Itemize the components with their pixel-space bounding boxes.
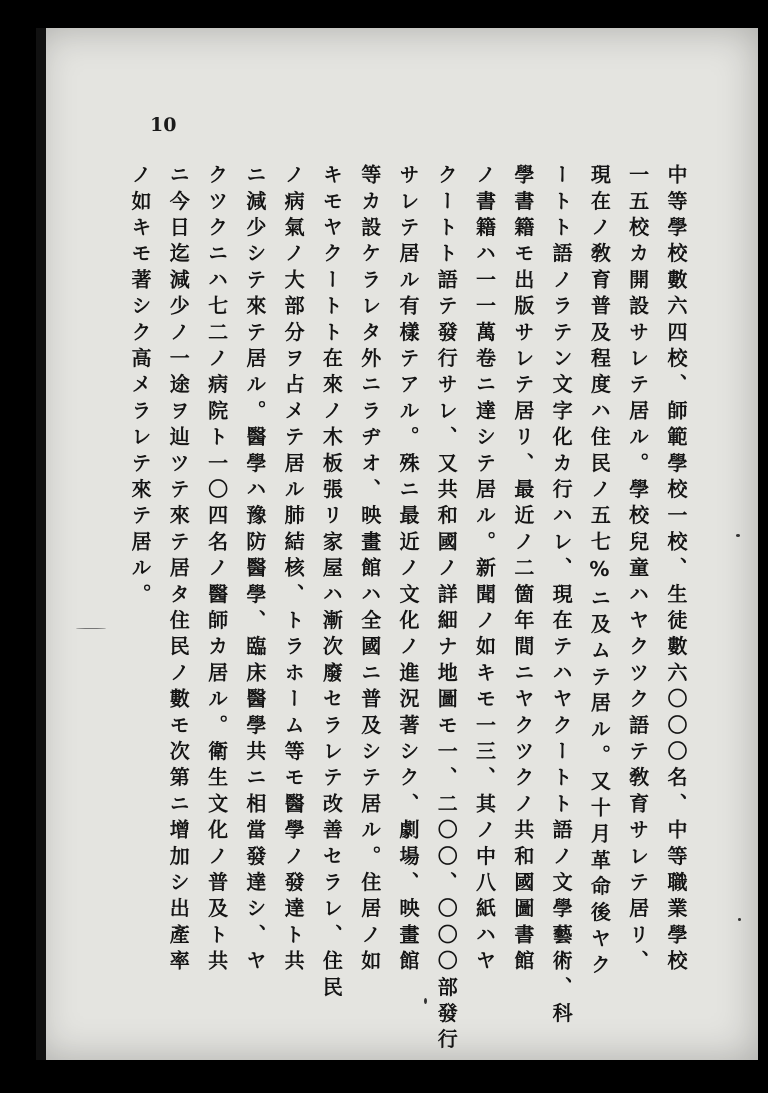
text-column: 學書籍モ出版サレテ居リ、最近ノ二箇年間ニヤクツクノ共和國圖書館: [510, 164, 535, 977]
page-binding-edge: [36, 28, 46, 1060]
scan-speck: [76, 628, 106, 629]
text-column: 中等學校數六四校、師範學校一校、生徒數六〇〇〇名、中等職業學校: [663, 164, 688, 977]
text-column: ニ減少シテ來テ居ル。醫學ハ豫防醫學、臨床醫學共ニ相當發達シ、ヤ: [242, 164, 267, 977]
text-column: 一五校カ開設サレテ居ル。學校兒童ハヤクツク語テ敎育サレテ居リ、: [625, 164, 650, 977]
text-column: ートト語ノラテン文字化カ行ハレ、現在テハヤクートト語ノ文學藝術、科: [549, 164, 574, 1029]
scan-speck: [738, 918, 741, 921]
scan-speck: [736, 534, 740, 537]
page-number: 10: [150, 114, 177, 136]
book-page: [36, 28, 758, 1060]
text-column: キモヤクートト在來ノ木板張リ家屋ハ漸次廢セラレテ改善セラレ、住民: [319, 164, 344, 1003]
text-column: 現在ノ敎育普及程度ハ住民ノ五七%ニ及ムテ居ル。又十月革命後ヤク: [587, 164, 612, 981]
text-column: クツクニハ七二ノ病院ト一〇四名ノ醫師カ居ル。衛生文化ノ普及ト共: [204, 164, 229, 977]
text-column: サレテ居ル有樣テアル。殊ニ最近ノ文化ノ進況著シク、劇場、映畫館: [395, 164, 420, 977]
text-column: ニ今日迄減少ノ一途ヲ辿ツテ來テ居タ住民ノ數モ次第ニ增加シ出產率: [166, 164, 191, 977]
text-column: 等カ設ケラレタ外ニラヂオ、映畫館ハ全國ニ普及シテ居ル。住居ノ如: [357, 164, 382, 977]
scan-speck: [424, 998, 427, 1004]
vertical-text-block: [128, 164, 688, 1055]
text-column: ノ病氣ノ大部分ヲ占メテ居ル肺結核、トラホーム等モ醫學ノ發達ト共: [281, 164, 306, 977]
text-column: ノ如キモ著シク高メラレテ來テ居ル。: [128, 164, 152, 610]
text-column: ノ書籍ハ一一萬卷ニ達シテ居ル。新聞ノ如キモ一三、其ノ中八紙ハヤ: [472, 164, 497, 977]
text-column: クートト語テ發行サレ、又共和國ノ詳細ナ地圖モ一、二〇〇、〇〇〇部發行: [434, 164, 459, 1055]
